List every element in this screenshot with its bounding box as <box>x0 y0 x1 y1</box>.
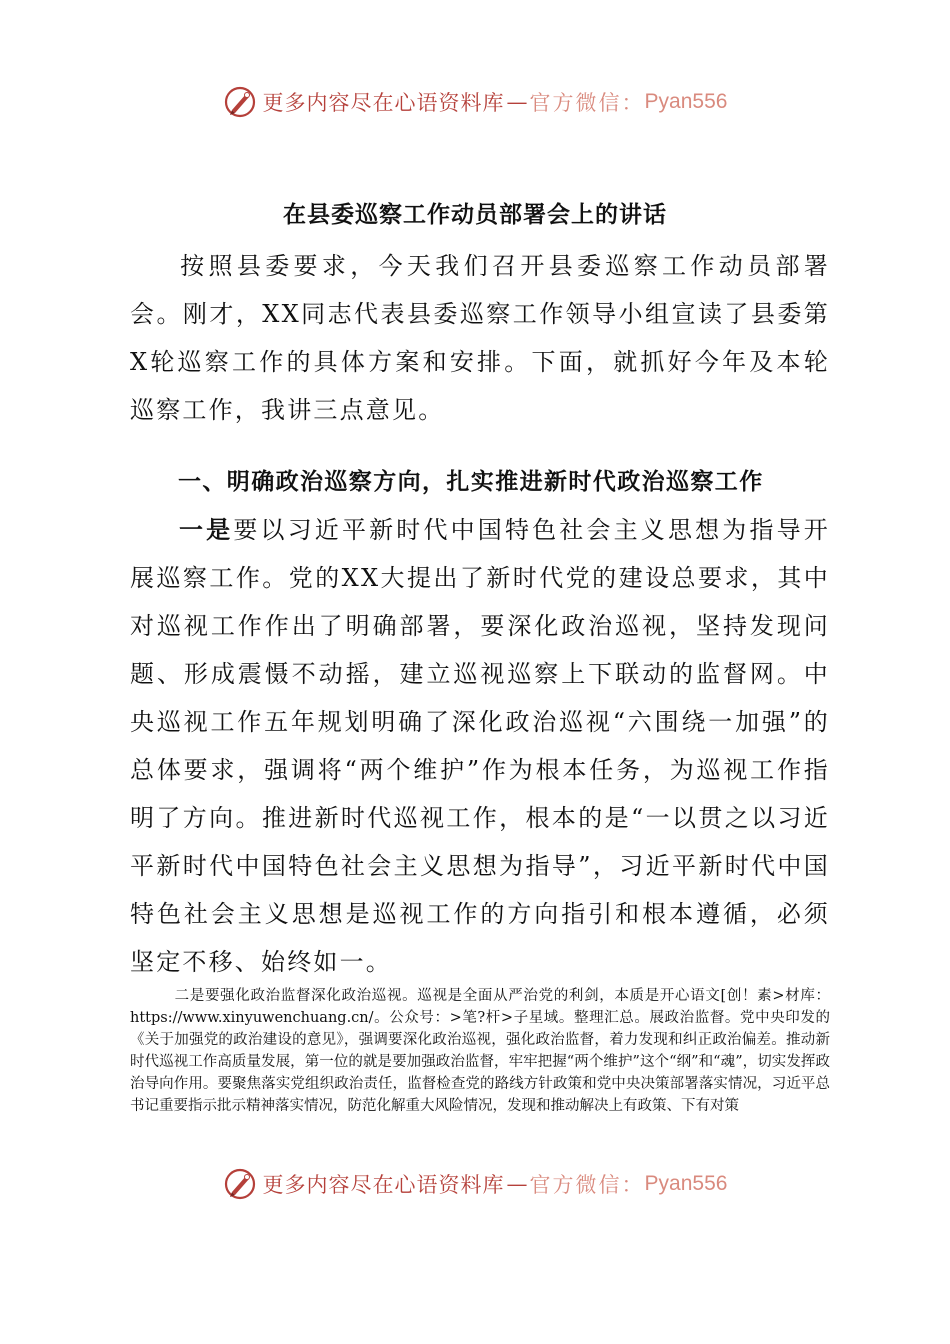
point-1-text: 要以习近平新时代中国特色社会主义思想为指导开展巡察工作。党的XX大提出了新时代党的建设总要求，其中对巡视工作作出了明确部署，要深化政治巡视，坚持发现问题、形成震慑不动摇，建立巡视巡察上下联动的监督网。中央巡视工作五年规划明确了深化政治巡视“六围绕一加强”的总体要求，强调将“两个维护”作为根本任务，为巡视工作指明了方向。推进新时代巡视工作，根本的是“一以贯之以习近平新时代中国特色社会主义思想为指导”，习近平新时代中国特色社会主义思想是巡视工作的方向指引和根本遵循，必须坚定不移、始终如一。 <box>130 516 830 976</box>
banner-wechat-id: Pyan556 <box>644 90 728 113</box>
document-title: 在县委巡察工作动员部署会上的讲话 <box>283 201 667 228</box>
pen-logo-icon <box>223 1167 257 1201</box>
point-1-lead: 一是 <box>178 515 234 544</box>
intro-text: 按照县委要求，今天我们召开县委巡察工作动员部署会。刚才，XX同志代表县委巡察工作领导小组宣读了县委第X轮巡察工作的具体方案和安排。下面，就抓好今年及本轮巡察工作，我讲三点意见。 <box>130 252 830 424</box>
banner-wechat-id: Pyan556 <box>644 1172 728 1195</box>
point-2-text: 二是要强化政治监督深化政治巡视。巡视是全面从严治党的利剑，本质是开心语文[创！素>材库：https://www.xinyuwenchuang.cn/。公众号：>笔?杆>子星域。整理汇总。展政治监督。党中央印发的《关于加强党的政治建设的意见》，强调要深化政治巡视，强化政治监督，着力发现和纠正政治偏差。推动新时代巡视工作高质量发展，第一位的就是要加强政治监督，牢牢把握“两个维护”这个“纲”和“魂”，切实发挥政治导向作用。要聚焦落实党组织政治责任，监督检查党的路线方针政策和党中央决策部署落实情况，习近平总书记重要指示批示精神落实情况，防范化解重大风险情况，发现和推动解决上有政策、下有对策 <box>130 988 830 1114</box>
pen-logo-icon <box>223 85 257 119</box>
intro-paragraph <box>130 242 830 434</box>
point-2-paragraph <box>130 985 830 1117</box>
banner-wechat-label: 官方微信： <box>529 91 645 115</box>
footer-watermark-banner <box>0 1162 950 1206</box>
point-1-paragraph <box>130 506 830 986</box>
banner-separator: — <box>506 1172 528 1196</box>
banner-separator: — <box>506 90 528 114</box>
banner-brand-text: 更多内容尽在心语资料库 <box>262 1173 505 1197</box>
section-heading-1: 一、明确政治巡察方向，扎实推进新时代政治巡察工作 <box>178 468 764 495</box>
banner-brand-text: 更多内容尽在心语资料库 <box>262 91 505 115</box>
banner-wechat-label: 官方微信： <box>529 1173 645 1197</box>
header-watermark-banner <box>0 80 950 124</box>
